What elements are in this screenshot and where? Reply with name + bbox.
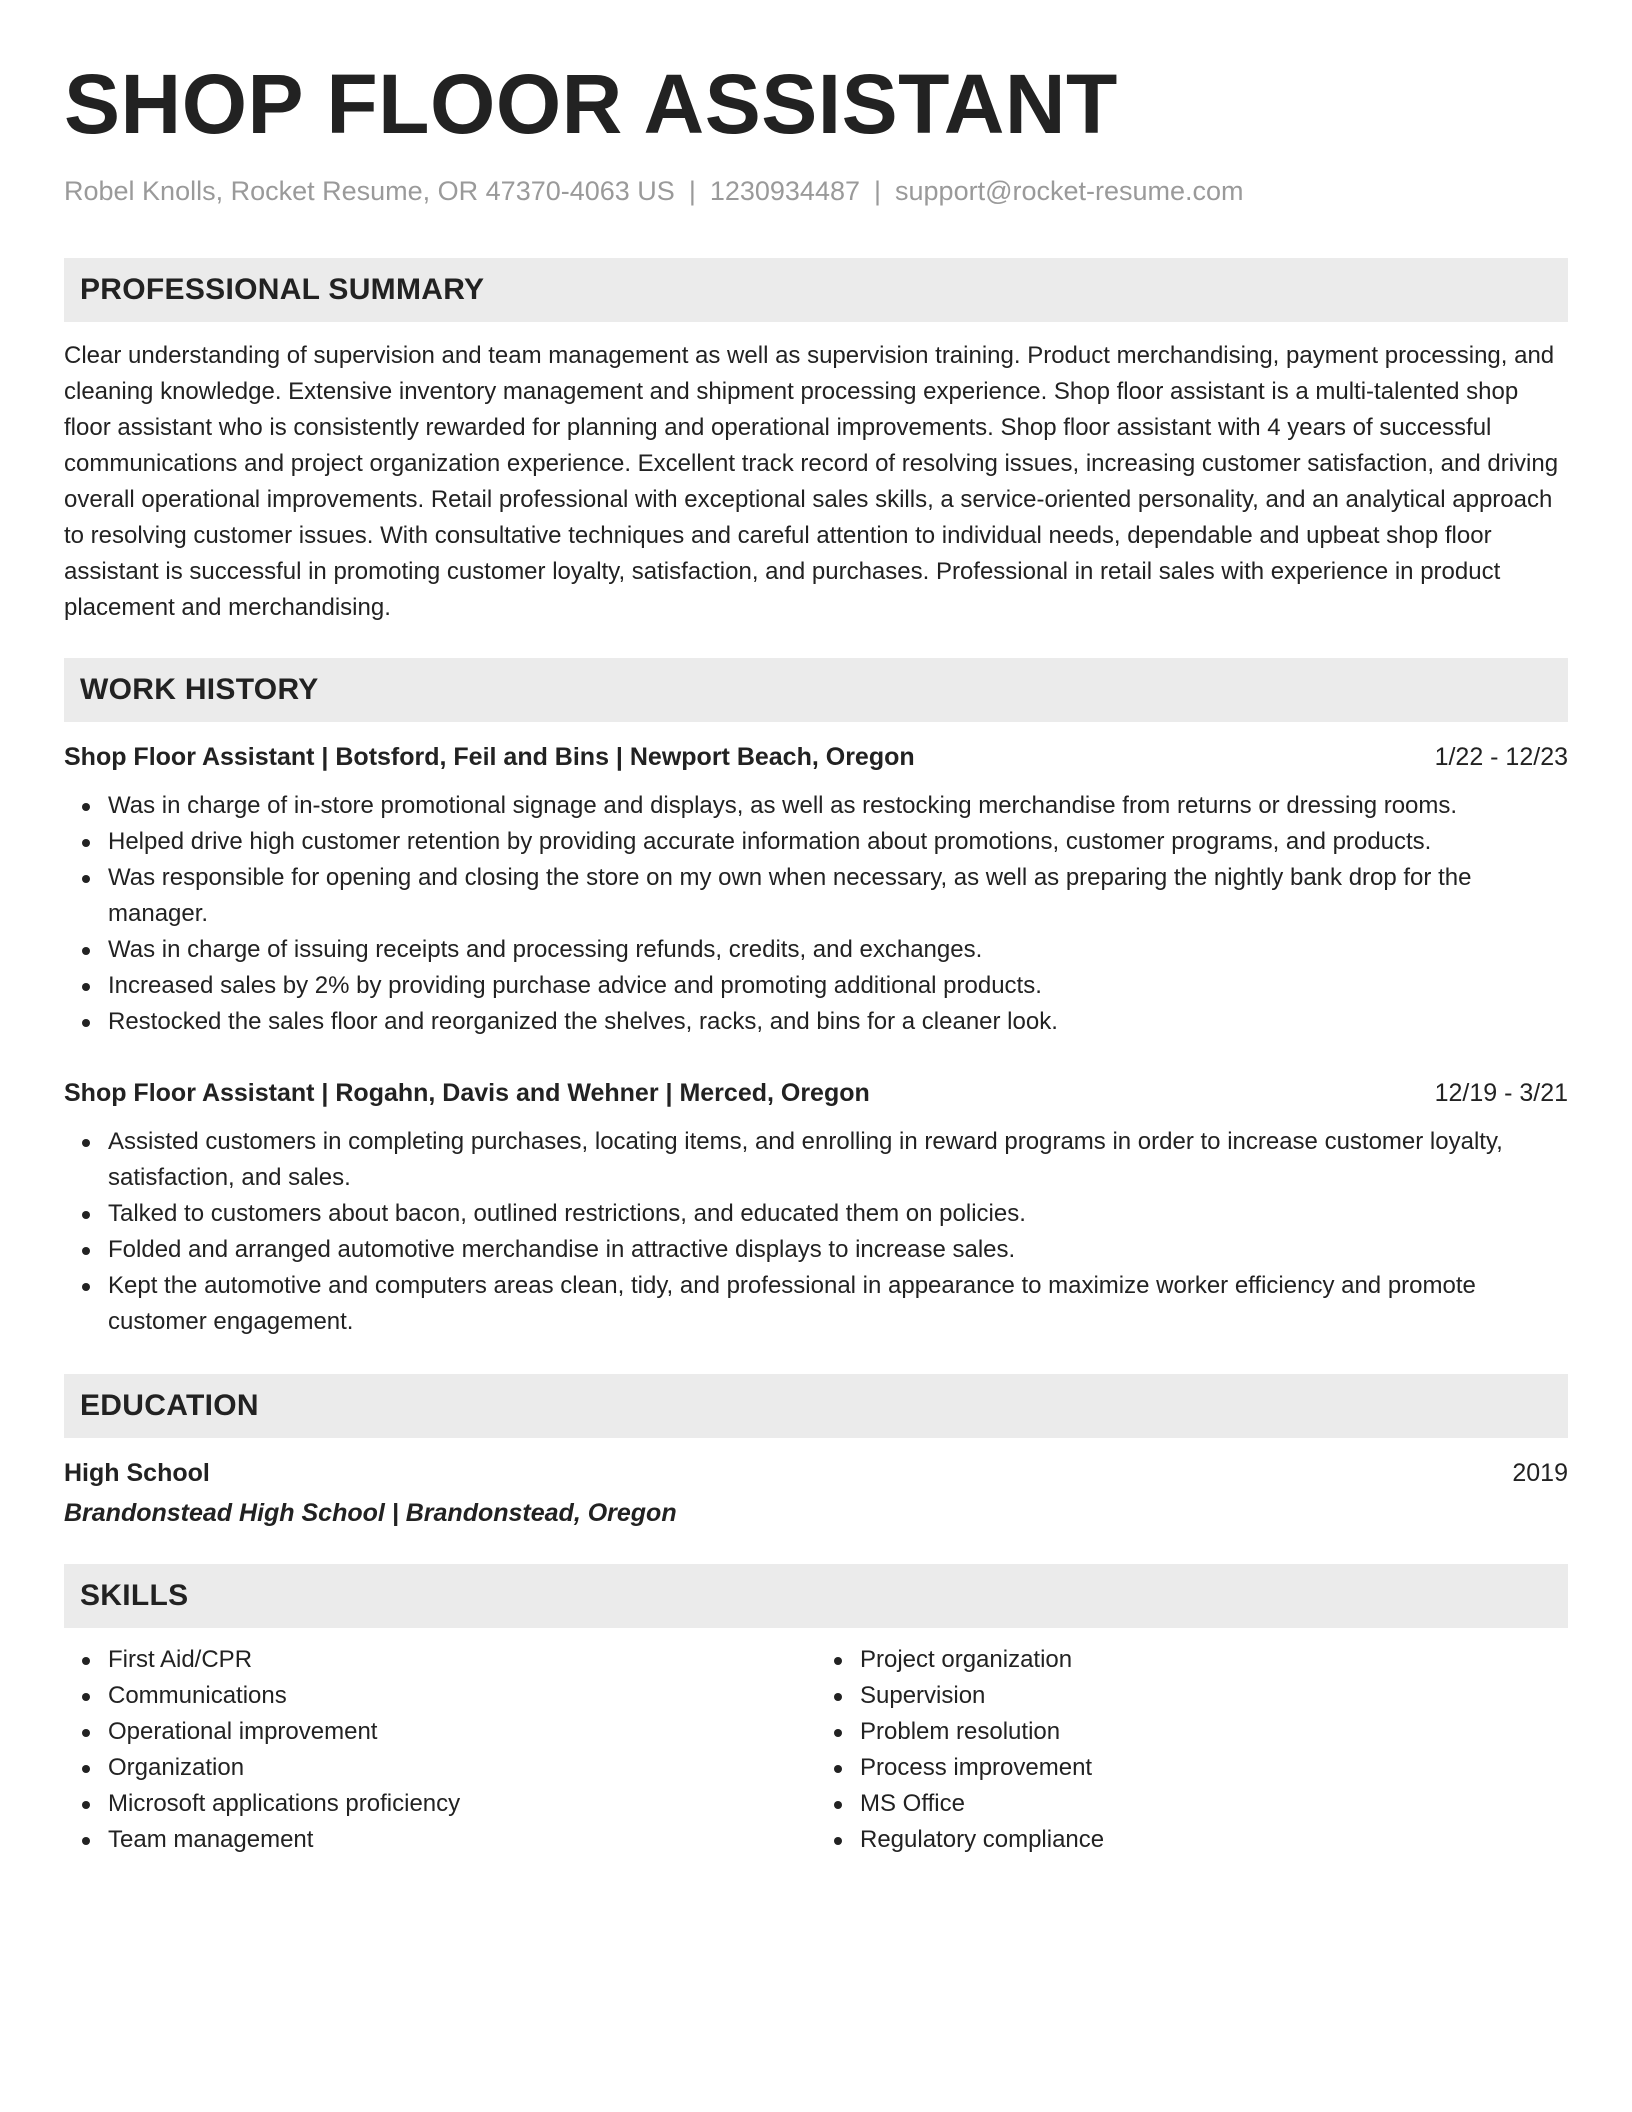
- job-bullet-list: [64, 788, 1568, 1040]
- skills-column-left: [64, 1642, 816, 1858]
- resume-title: SHOP FLOOR ASSISTANT: [64, 57, 1118, 151]
- skill-item: Communications: [108, 1678, 816, 1714]
- job-bullet-list: [64, 1124, 1568, 1340]
- contact-separator: |: [688, 176, 696, 206]
- contact-separator: |: [874, 176, 882, 206]
- section-heading-skills: SKILLS: [64, 1564, 1568, 1628]
- section-heading-education: EDUCATION: [64, 1374, 1568, 1438]
- education-degree: High School: [64, 1459, 210, 1487]
- contact-address: Robel Knolls, Rocket Resume, OR 47370-4063 US: [64, 176, 675, 206]
- job-bullet: Folded and arranged automotive merchandise in attractive displays to increase sales.: [108, 1232, 1568, 1268]
- job-title: Shop Floor Assistant | Botsford, Feil and Bins | Newport Beach, Oregon: [64, 743, 915, 771]
- job-bullet: Restocked the sales floor and reorganized the shelves, racks, and bins for a cleaner look.: [108, 1004, 1568, 1040]
- section-heading-work-history: WORK HISTORY: [64, 658, 1568, 722]
- skill-item: Organization: [108, 1750, 816, 1786]
- education-school: Brandonstead High School | Brandonstead, Oregon: [64, 1499, 677, 1527]
- job-bullet: Kept the automotive and computers areas clean, tidy, and professional in appearance to maximize worker efficiency and promote customer engagement.: [108, 1268, 1568, 1340]
- skill-item: MS Office: [860, 1786, 1568, 1822]
- job-header: [64, 740, 1568, 774]
- contact-email: support@rocket-resume.com: [895, 176, 1244, 206]
- skill-item: First Aid/CPR: [108, 1642, 816, 1678]
- skill-item: Supervision: [860, 1678, 1568, 1714]
- skill-item: Microsoft applications proficiency: [108, 1786, 816, 1822]
- skills-list: [816, 1642, 1568, 1858]
- education-entry: [64, 1456, 1568, 1530]
- job-header: [64, 1076, 1568, 1110]
- job-bullet: Was in charge of in-store promotional signage and displays, as well as restocking merchandise from returns or dressing rooms.: [108, 788, 1568, 824]
- job-entry: [64, 740, 1568, 1040]
- skill-item: Operational improvement: [108, 1714, 816, 1750]
- education-header: [64, 1456, 1568, 1490]
- job-bullet: Talked to customers about bacon, outlined restrictions, and educated them on policies.: [108, 1196, 1568, 1232]
- skill-item: Regulatory compliance: [860, 1822, 1568, 1858]
- job-dates: 12/19 - 3/21: [1434, 1079, 1568, 1107]
- job-entry: [64, 1076, 1568, 1340]
- skill-item: Team management: [108, 1822, 816, 1858]
- skill-item: Project organization: [860, 1642, 1568, 1678]
- job-bullet: Helped drive high customer retention by providing accurate information about promotions, customer programs, and products.: [108, 824, 1568, 860]
- skills-column-right: [816, 1642, 1568, 1858]
- skills-list: [64, 1642, 816, 1858]
- job-bullet: Assisted customers in completing purchases, locating items, and enrolling in reward programs in order to increase customer loyalty, satisfaction, and sales.: [108, 1124, 1568, 1196]
- contact-phone: 1230934487: [709, 176, 860, 206]
- skills-columns: [64, 1642, 1568, 1858]
- job-bullet: Was responsible for opening and closing the store on my own when necessary, as well as preparing the nightly bank drop for the manager.: [108, 860, 1568, 932]
- education-year: 2019: [1512, 1459, 1568, 1487]
- skill-item: Problem resolution: [860, 1714, 1568, 1750]
- job-title: Shop Floor Assistant | Rogahn, Davis and Wehner | Merced, Oregon: [64, 1079, 870, 1107]
- contact-line: [64, 174, 1568, 208]
- summary-paragraph: Clear understanding of supervision and team management as well as supervision training. Product merchandising, payment processing, and cleaning knowledge. Extensive inventory management and shipment processing experience. Shop floor assistant is a multi-talented shop floor assistant who is consistently rewarded for planning and operational improvements. Shop floor assistant with 4 years of successful communications and project organization experience. Excellent track record of resolving issues, increasing customer satisfaction, and driving overall operational improvements. Retail professional with exceptional sales skills, a service-oriented personality, and an analytical approach to resolving customer issues. With consultative techniques and careful attention to individual needs, dependable and upbeat shop floor assistant is successful in promoting customer loyalty, satisfaction, and purchases. Professional in retail sales with experience in product placement and merchandising.: [64, 342, 1559, 621]
- job-dates: 1/22 - 12/23: [1434, 743, 1568, 771]
- section-heading-summary: PROFESSIONAL SUMMARY: [64, 258, 1568, 322]
- skill-item: Process improvement: [860, 1750, 1568, 1786]
- job-bullet: Increased sales by 2% by providing purchase advice and promoting additional products.: [108, 968, 1568, 1004]
- job-bullet: Was in charge of issuing receipts and processing refunds, credits, and exchanges.: [108, 932, 1568, 968]
